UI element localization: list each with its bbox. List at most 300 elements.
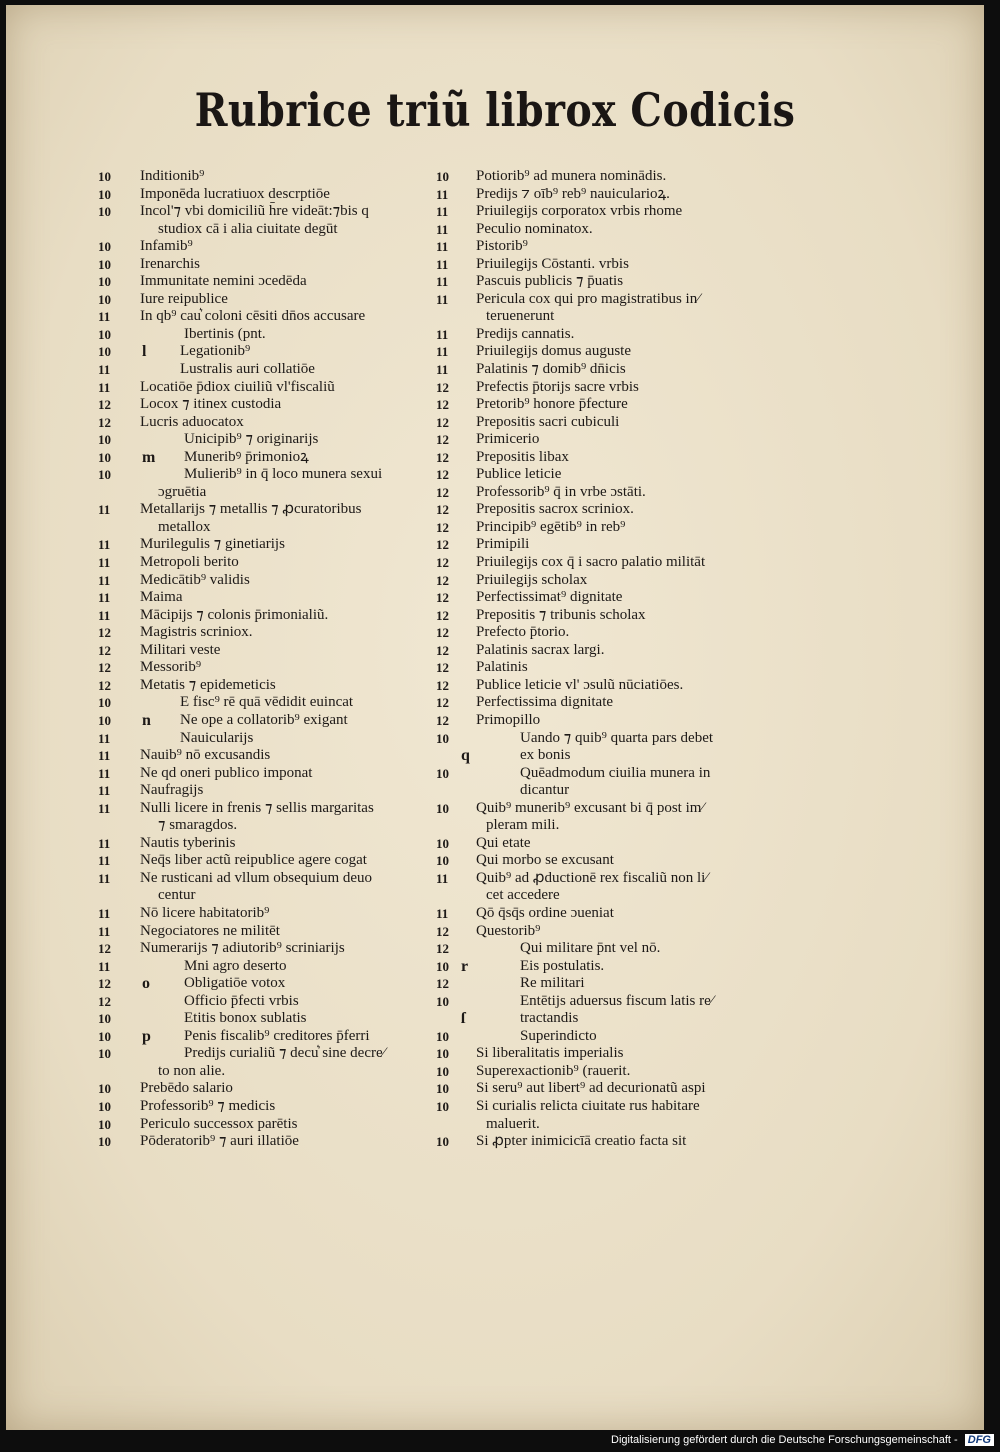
index-entry <box>98 782 428 800</box>
section-letter: l <box>142 343 147 361</box>
entry-text: Pistorib⁹ <box>476 238 528 255</box>
entry-text: ɔgruētia <box>158 483 207 500</box>
entry-text: centur <box>158 887 196 904</box>
folio-number: 12 <box>436 607 449 623</box>
index-entry <box>436 466 781 484</box>
folio-number: 12 <box>98 625 111 641</box>
index-entry <box>98 273 428 291</box>
section-letter: m <box>142 448 156 466</box>
entry-text: Medicātib⁹ validis <box>140 571 250 588</box>
folio-number: 11 <box>436 186 449 202</box>
entry-text: Qō q̄sq̄s ordine ɔueniat <box>476 904 614 921</box>
folio-number: 10 <box>98 256 111 272</box>
entry-text: Primopillo <box>476 711 541 728</box>
index-entry <box>436 993 781 1011</box>
folio-number: 11 <box>98 765 111 781</box>
index-entry <box>98 852 428 870</box>
index-entry <box>98 256 428 274</box>
section-letter: ſ <box>461 1010 466 1028</box>
entry-text: Palatinis ⁊ domib⁹ dn̄icis <box>476 361 626 378</box>
entry-text: Etitis bonox sublatis <box>184 1010 307 1027</box>
index-entry <box>98 923 428 941</box>
entry-text: ⁊ smaragdos. <box>158 817 238 834</box>
index-entry <box>436 800 781 818</box>
entry-text: Prepositis sacri cubiculi <box>476 413 620 430</box>
section-letter: o <box>142 975 150 993</box>
index-entry <box>436 308 781 326</box>
entry-text: Maima <box>140 589 183 606</box>
section-letter: p <box>142 1027 151 1045</box>
folio-number: 12 <box>436 590 449 606</box>
index-entry <box>98 800 428 818</box>
entry-text: Predijs cannatis. <box>476 325 575 342</box>
folio-number: 12 <box>98 642 111 658</box>
index-entry <box>98 1098 428 1116</box>
index-entry <box>98 168 428 186</box>
index-entry <box>436 677 781 695</box>
entry-text: Prebēdo salario <box>140 1080 233 1097</box>
entry-text: studiox cā i alia ciuitate degūt <box>158 220 338 237</box>
folio-number: 10 <box>98 204 111 220</box>
folio-number: 10 <box>436 1046 449 1062</box>
folio-number: 12 <box>436 660 449 676</box>
index-entry <box>98 835 428 853</box>
index-entry <box>436 589 781 607</box>
entry-text: Qui etate <box>476 834 531 851</box>
entry-text: Lustralis auri collatiōe <box>180 361 315 378</box>
entry-text: Priuilegijs corporatox vrbis rhome <box>476 203 683 220</box>
folio-number: 10 <box>98 467 111 483</box>
entry-text: Messorib⁹ <box>140 659 202 676</box>
entry-text: Principib⁹ egētib⁹ in reb⁹ <box>476 518 626 535</box>
index-entry <box>98 1010 428 1028</box>
entry-text: dicantur <box>520 782 570 799</box>
entry-text: Pōderatorib⁹ ⁊ auri illatiōe <box>140 1133 299 1150</box>
folio-number: 12 <box>436 941 449 957</box>
folio-number: 10 <box>436 1063 449 1079</box>
index-entry <box>436 203 781 221</box>
folio-number: 10 <box>436 1098 449 1114</box>
entry-text: Prepositis libax <box>476 448 569 465</box>
index-entry <box>98 677 428 695</box>
index-entry <box>98 572 428 590</box>
entry-text: Re militari <box>520 975 585 992</box>
index-entry <box>98 1133 428 1151</box>
folio-number: 10 <box>436 1134 449 1150</box>
index-entry <box>436 449 781 467</box>
entry-text: Infamib⁹ <box>140 238 193 255</box>
folio-number: 11 <box>436 326 449 342</box>
index-entry <box>98 449 428 467</box>
index-entry <box>436 817 781 835</box>
folio-number: 12 <box>436 537 449 553</box>
entry-text: Superexactionib⁹ (rauerit. <box>476 1062 631 1079</box>
index-entry <box>98 519 428 537</box>
entry-text: Negociatores ne militēt <box>140 922 280 939</box>
folio-number: 12 <box>436 449 449 465</box>
index-entry <box>98 958 428 976</box>
folio-number: 11 <box>436 256 449 272</box>
index-entry <box>436 291 781 309</box>
entry-text: cet accedere <box>486 887 560 904</box>
folio-number: 12 <box>436 572 449 588</box>
folio-number: 12 <box>436 712 449 728</box>
dfg-logo: DFG <box>965 1434 994 1446</box>
index-entry <box>436 484 781 502</box>
entry-text: Pretorib⁹ honore p̄fecture <box>476 396 628 413</box>
index-entry <box>436 221 781 239</box>
entry-text: Nauib⁹ nō excusandis <box>140 747 271 764</box>
entry-text: Lucris aduocatox <box>140 413 244 430</box>
index-entry <box>436 887 781 905</box>
folio-number: 12 <box>436 923 449 939</box>
right-column <box>436 168 781 1151</box>
folio-number: 10 <box>98 1028 111 1044</box>
index-entry <box>98 1063 428 1081</box>
index-entry <box>98 484 428 502</box>
folio-number: 11 <box>98 870 111 886</box>
index-entry <box>436 905 781 923</box>
index-entry <box>98 308 428 326</box>
index-entry <box>98 694 428 712</box>
entry-text: maluerit. <box>486 1115 540 1132</box>
entry-text: tractandis <box>520 1010 579 1027</box>
entry-text: Ne rusticani ad vllum obsequium deuo <box>140 869 373 886</box>
entry-text: Si ꝓpter inimicicīā creatio facta sit <box>476 1133 687 1150</box>
folio-number: 10 <box>436 730 449 746</box>
index-entry <box>98 501 428 519</box>
index-entry <box>436 238 781 256</box>
index-entry <box>436 747 781 765</box>
index-entry <box>98 396 428 414</box>
entry-text: Locox ⁊ itinex custodia <box>140 396 282 413</box>
folio-number: 12 <box>98 660 111 676</box>
entry-text: Nulli licere in frenis ⁊ sellis margaritas <box>140 799 374 816</box>
folio-number: 10 <box>98 274 111 290</box>
folio-number: 11 <box>436 905 449 921</box>
entry-text: Pascuis publicis ⁊ p̄uatis <box>476 273 624 290</box>
index-entry <box>98 642 428 660</box>
folio-number: 11 <box>98 379 111 395</box>
folio-number: 11 <box>98 572 111 588</box>
index-entry <box>436 1080 781 1098</box>
folio-number: 10 <box>98 169 111 184</box>
index-entry <box>98 747 428 765</box>
entry-text: Magistris scriniox. <box>140 624 253 641</box>
folio-number: 12 <box>98 677 111 693</box>
folio-number: 12 <box>436 502 449 518</box>
entry-text: Si curialis relicta ciuitate rus habitare <box>476 1097 700 1114</box>
entry-text: Officio p̄fecti vrbis <box>184 992 299 1009</box>
entry-text: Prepositis ⁊ tribunis scholax <box>476 606 646 623</box>
index-entry <box>436 501 781 519</box>
folio-number: 10 <box>436 1081 449 1097</box>
entry-text: Periculo successox parētis <box>140 1115 298 1132</box>
folio-number: 11 <box>436 274 449 290</box>
folio-number: 11 <box>436 870 449 886</box>
folio-number: 12 <box>436 379 449 395</box>
folio-number: 10 <box>436 835 449 851</box>
entry-text: Legationib⁹ <box>180 343 251 360</box>
folio-number: 10 <box>98 344 111 360</box>
entry-text: Metatis ⁊ epidemeticis <box>140 676 276 693</box>
index-entry <box>98 361 428 379</box>
entry-text: Primicerio <box>476 431 540 448</box>
index-entry <box>436 765 781 783</box>
entry-text: Inditionib⁹ <box>140 168 205 184</box>
entry-text: Predijs curialiũ ⁊ decu͛ sine decre⁄ <box>184 1045 386 1062</box>
folio-number: 11 <box>436 291 449 307</box>
entry-text: Perfectissimat⁹ dignitate <box>476 589 623 606</box>
index-entry <box>436 1010 781 1028</box>
folio-number: 11 <box>98 607 111 623</box>
folio-number: 10 <box>436 958 449 974</box>
index-entry <box>436 940 781 958</box>
folio-number: 11 <box>436 204 449 220</box>
index-entry <box>436 712 781 730</box>
index-entry <box>98 624 428 642</box>
index-entry <box>436 1133 781 1151</box>
entry-text: Incol'⁊ vbi domiciliũ h̄re videāt:⁊bis q <box>140 203 369 220</box>
entry-text: Nautis tyberinis <box>140 834 236 851</box>
folio-number: 12 <box>436 677 449 693</box>
index-entry <box>436 1116 781 1134</box>
folio-number: 11 <box>98 537 111 553</box>
folio-number: 11 <box>98 730 111 746</box>
index-entry <box>98 466 428 484</box>
index-entry <box>98 536 428 554</box>
entry-text: Eis postulatis. <box>520 957 605 974</box>
book-page <box>6 5 984 1430</box>
entry-text: Potiorib⁹ ad munera nominādis. <box>476 168 667 184</box>
index-entry <box>98 887 428 905</box>
index-entry <box>98 712 428 730</box>
index-entry <box>436 519 781 537</box>
entry-text: Prefectis p̄torijs sacre vrbis <box>476 378 639 395</box>
entry-text: Mni agro deserto <box>184 957 287 974</box>
entry-text: Militari veste <box>140 641 221 658</box>
entry-text: Nō licere habitatorib⁹ <box>140 904 270 921</box>
index-entry <box>98 730 428 748</box>
entry-text: Mācipijs ⁊ colonis p̄rimonialiũ. <box>140 606 329 623</box>
folio-number: 10 <box>98 1116 111 1132</box>
entry-text: Si seru⁹ aut libert⁹ ad decurionatũ aspi <box>476 1080 706 1097</box>
index-entry <box>436 835 781 853</box>
folio-number: 10 <box>98 239 111 255</box>
folio-number: 10 <box>436 1028 449 1044</box>
entry-text: Naufragijs <box>140 782 204 799</box>
index-entry <box>436 572 781 590</box>
index-entry <box>98 326 428 344</box>
entry-text: Priuilegijs cox q̄ i sacro palatio militāt <box>476 554 706 571</box>
entry-text: Prefecto p̄torio. <box>476 624 570 641</box>
folio-number: 10 <box>98 1081 111 1097</box>
index-entry <box>98 1116 428 1134</box>
entry-text: Irenarchis <box>140 255 200 272</box>
index-entry <box>436 659 781 677</box>
entry-text: Numerarijs ⁊ adiutorib⁹ scriniarijs <box>140 940 345 957</box>
index-entry <box>98 765 428 783</box>
entry-text: metallox <box>158 518 211 535</box>
folio-number: 10 <box>98 1134 111 1150</box>
folio-number: 10 <box>98 1098 111 1114</box>
entry-text: Si liberalitatis imperialis <box>476 1045 624 1062</box>
index-entry <box>436 975 781 993</box>
folio-number: 10 <box>98 326 111 342</box>
index-entry <box>98 1028 428 1046</box>
folio-number: 12 <box>436 695 449 711</box>
section-letter: q <box>461 747 470 765</box>
folio-number: 10 <box>436 765 449 781</box>
entry-text: Palatinis sacrax largi. <box>476 641 605 658</box>
entry-text: ex bonis <box>520 747 571 764</box>
left-column <box>98 168 428 1151</box>
folio-number: 11 <box>98 835 111 851</box>
entry-text: Murilegulis ⁊ ginetiarijs <box>140 536 285 553</box>
index-entry <box>436 343 781 361</box>
entry-text: Penis fiscalib⁹ creditores p̄ferri <box>184 1027 370 1044</box>
index-entry <box>436 554 781 572</box>
folio-number: 10 <box>98 1011 111 1027</box>
entry-text: Professorib⁹ ⁊ medicis <box>140 1097 276 1114</box>
index-entry <box>436 782 781 800</box>
folio-number: 11 <box>98 590 111 606</box>
folio-number: 11 <box>98 362 111 378</box>
folio-number: 12 <box>98 993 111 1009</box>
folio-number: 12 <box>436 555 449 571</box>
entry-text: Ne ope a collatorib⁹ exigant <box>180 711 348 728</box>
index-entry <box>436 1045 781 1063</box>
index-entry <box>436 624 781 642</box>
entry-text: Priuilegijs scholax <box>476 571 588 588</box>
folio-number: 12 <box>98 941 111 957</box>
folio-number: 11 <box>98 783 111 799</box>
entry-text: Priuilegijs domus auguste <box>476 343 631 360</box>
folio-number: 11 <box>98 748 111 764</box>
index-entry <box>98 905 428 923</box>
entry-text: Quēadmodum ciuilia munera in <box>520 764 711 781</box>
folio-number: 11 <box>436 344 449 360</box>
entry-text: Locatiōe p̄diox ciuiliũ vl'fiscaliũ <box>140 378 335 395</box>
index-entry <box>436 923 781 941</box>
folio-number: 10 <box>98 291 111 307</box>
entry-text: Entētijs aduersus fiscum latis re⁄ <box>520 992 714 1009</box>
entry-text: to non alie. <box>158 1062 226 1079</box>
entry-text: Qui morbo se excusant <box>476 852 614 869</box>
index-entry <box>436 852 781 870</box>
index-entry <box>436 730 781 748</box>
entry-text: Publice leticie vl' ɔsulũ nūciatiōes. <box>476 676 684 693</box>
entry-text: Predijs ⁊ oīb⁹ reb⁹ nauicularioꝝ. <box>476 185 670 202</box>
folio-number: 10 <box>436 800 449 816</box>
folio-number: 10 <box>436 169 449 184</box>
index-entry <box>436 396 781 414</box>
index-entry <box>98 414 428 432</box>
index-entry <box>98 870 428 888</box>
index-entry <box>436 870 781 888</box>
entry-text: Quib⁹ ad ꝓductionē rex fiscaliũ non li⁄ <box>476 869 708 886</box>
entry-text: Nauicularijs <box>180 729 254 746</box>
index-entry <box>436 1028 781 1046</box>
entry-text: Neq̄s liber actũ reipublice agere cogat <box>140 852 367 869</box>
index-entry <box>98 817 428 835</box>
index-entry <box>436 694 781 712</box>
index-entry <box>436 958 781 976</box>
folio-number: 10 <box>98 695 111 711</box>
funding-footer <box>611 1434 994 1446</box>
index-entry <box>436 607 781 625</box>
index-entry <box>98 238 428 256</box>
folio-number: 12 <box>436 519 449 535</box>
index-entry <box>436 361 781 379</box>
folio-number: 11 <box>98 800 111 816</box>
entry-text: Metropoli berito <box>140 554 239 571</box>
entry-text: Qui militare p̄nt vel nō. <box>520 940 661 957</box>
entry-text: Ibertinis (pnt. <box>184 325 266 342</box>
entry-text: pleram mili. <box>486 817 560 834</box>
index-entry <box>436 1063 781 1081</box>
index-entry <box>98 343 428 361</box>
entry-text: Perfectissima dignitate <box>476 694 614 711</box>
index-entry <box>98 975 428 993</box>
folio-number: 10 <box>436 993 449 1009</box>
folio-number: 11 <box>98 309 111 325</box>
index-entry <box>436 431 781 449</box>
entry-text: Superindicto <box>520 1027 597 1044</box>
entry-text: Muneribꝰ p̄rimonioꝝ <box>184 448 309 465</box>
index-entry <box>436 186 781 204</box>
entry-text: Quib⁹ munerib⁹ excusant bi q̄ post im⁄ <box>476 799 704 816</box>
index-entry <box>436 256 781 274</box>
index-entry <box>436 379 781 397</box>
entry-text: teruenerunt <box>486 308 555 325</box>
index-entry <box>98 203 428 221</box>
entry-text: Prepositis sacrox scriniox. <box>476 501 634 518</box>
entry-text: E fisc⁹ rē quā vēdidit euincat <box>180 694 354 711</box>
entry-text: Priuilegijs Cōstanti. vrbis <box>476 255 629 272</box>
entry-text: Mulierib⁹ in q̄ loco munera sexui <box>184 466 383 483</box>
entry-text: Imponēda lucratiuox descrptiōe <box>140 185 330 202</box>
folio-number: 10 <box>436 853 449 869</box>
folio-number: 11 <box>436 239 449 255</box>
folio-number: 12 <box>436 397 449 413</box>
entry-text: Pericula cox qui pro magistratibus in⁄ <box>476 290 700 307</box>
entry-text: Metallarijs ⁊ metallis ⁊ ꝓcuratoribus <box>140 501 362 518</box>
index-entry <box>98 379 428 397</box>
folio-number: 12 <box>98 976 111 992</box>
folio-number: 12 <box>436 414 449 430</box>
folio-number: 11 <box>98 905 111 921</box>
entry-text: Ne qd oneri publico imponat <box>140 764 313 781</box>
folio-number: 12 <box>98 397 111 413</box>
index-entry <box>436 414 781 432</box>
entry-text: Palatinis <box>476 659 528 676</box>
entry-text: In qb⁹ cau͛ coloni cēsiti dn̄os accusare <box>140 308 366 325</box>
index-entry <box>98 291 428 309</box>
folio-number: 10 <box>98 449 111 465</box>
folio-number: 10 <box>98 1046 111 1062</box>
folio-number: 10 <box>98 432 111 448</box>
entry-text: Publice leticie <box>476 466 562 483</box>
index-entry <box>98 186 428 204</box>
entry-text: Primipili <box>476 536 530 553</box>
footer-text: Digitalisierung gefördert durch die Deutsche Forschungsgemeinschaft - <box>611 1434 958 1446</box>
section-letter: r <box>461 957 469 975</box>
folio-number: 12 <box>98 414 111 430</box>
index-entry <box>436 536 781 554</box>
folio-number: 11 <box>98 502 111 518</box>
folio-number: 12 <box>436 976 449 992</box>
